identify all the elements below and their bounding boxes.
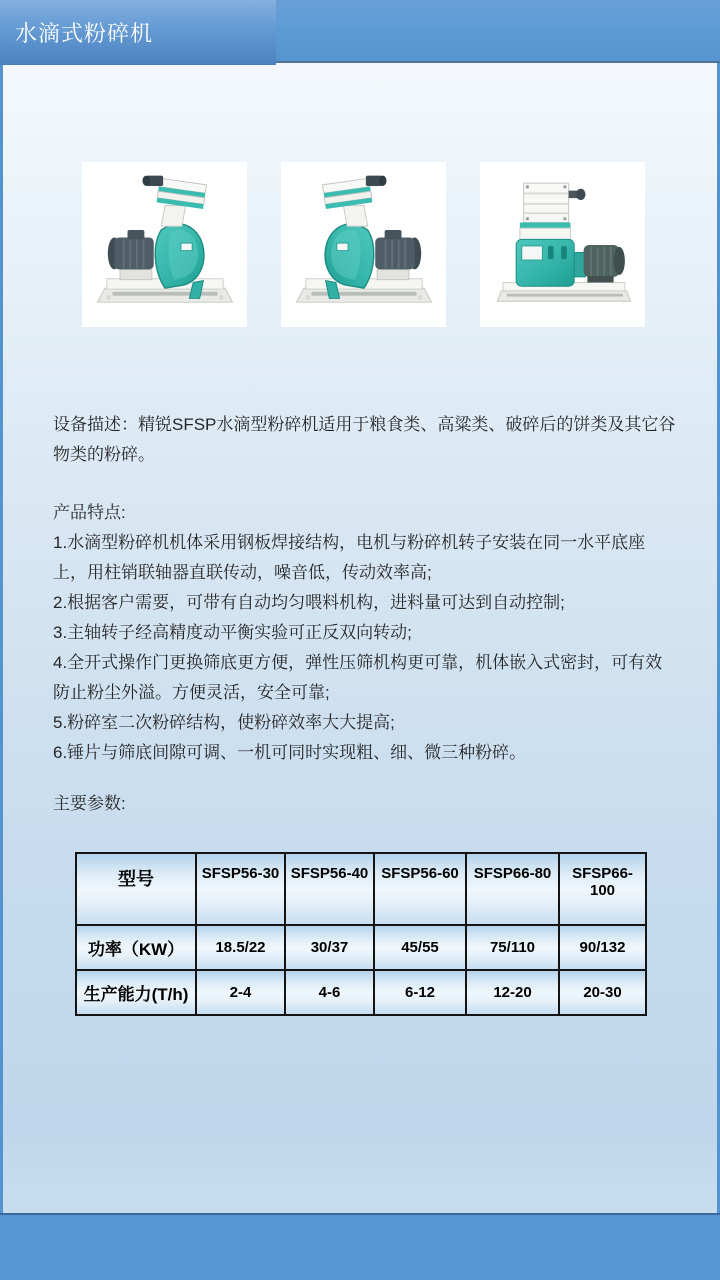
page-title-tab[interactable]	[0, 0, 276, 65]
table-cell: 20-30	[559, 970, 646, 1015]
column-header: SFSP56-60	[374, 853, 466, 925]
parameters-table	[75, 852, 647, 1016]
column-header: SFSP66-100	[559, 853, 646, 925]
spacer	[53, 768, 677, 789]
feature-item: 4.全开式操作门更换筛底更方便，弹性压筛机构更可靠，机体嵌入式密封，可有效防止粉尘外溢。方便灵活，安全可靠;	[53, 653, 663, 702]
column-header: SFSP66-80	[466, 853, 559, 925]
machine-feeder	[142, 175, 206, 226]
table-cell: 2-4	[196, 970, 285, 1015]
product-image-card	[82, 162, 247, 327]
column-header-model: 型号	[76, 853, 196, 925]
footer-bar	[0, 1213, 720, 1280]
row-label: 功率（KW）	[76, 925, 196, 970]
spacer	[53, 470, 677, 498]
parameters-title: 主要参数:	[53, 794, 126, 813]
column-header: SFSP56-40	[285, 853, 374, 925]
crusher-machine-illustration-right-view	[289, 170, 439, 320]
product-image-card	[480, 162, 645, 327]
machine-motor	[107, 230, 153, 280]
table-cell: 75/110	[466, 925, 559, 970]
table-cell: 6-12	[374, 970, 466, 1015]
crusher-machine-illustration-front-view	[488, 170, 638, 320]
product-image-card	[281, 162, 446, 327]
crusher-machine-illustration-left-view	[90, 170, 240, 320]
table-cell: 4-6	[285, 970, 374, 1015]
machine-motor	[375, 230, 421, 280]
table-cell: 30/37	[285, 925, 374, 970]
table-row-power	[76, 925, 646, 970]
page-header	[0, 0, 720, 63]
table-cell: 90/132	[559, 925, 646, 970]
table-cell: 18.5/22	[196, 925, 285, 970]
machine-feeder	[322, 175, 386, 226]
feature-item: 3.主轴转子经高精度动平衡实验可正反双向转动;	[53, 623, 412, 642]
feature-item: 1.水滴型粉碎机机体采用钢板焊接结构，电机与粉碎机转子安装在同一水平底座上，用柱销联轴器直联传动，噪音低，传动效率高;	[53, 533, 646, 582]
left-border-strip	[0, 0, 3, 1280]
row-label: 生产能力(T/h)	[76, 970, 196, 1015]
features-title: 产品特点:	[53, 503, 126, 522]
feature-item: 5.粉碎室二次粉碎结构，使粉碎效率大大提高;	[53, 713, 395, 732]
machine-motor	[574, 245, 625, 283]
table-row-capacity	[76, 970, 646, 1015]
table-header-row	[76, 853, 646, 925]
product-text-section	[53, 410, 677, 819]
page-title: 水滴式粉碎机	[15, 21, 154, 46]
machine-feeder	[519, 183, 585, 240]
device-description: 设备描述：精锐SFSP水滴型粉碎机适用于粮食类、高粱类、破碎后的饼类及其它谷物类的粉碎。	[53, 415, 676, 464]
feature-item: 2.根据客户需要，可带有自动均匀喂料机构，进料量可达到自动控制;	[53, 593, 565, 612]
table-cell: 12-20	[466, 970, 559, 1015]
feature-item: 6.锤片与筛底间隙可调、一机可同时实现粗、细、微三种粉碎。	[53, 743, 527, 762]
column-header: SFSP56-30	[196, 853, 285, 925]
table-cell: 45/55	[374, 925, 466, 970]
machine-housing	[516, 239, 574, 286]
